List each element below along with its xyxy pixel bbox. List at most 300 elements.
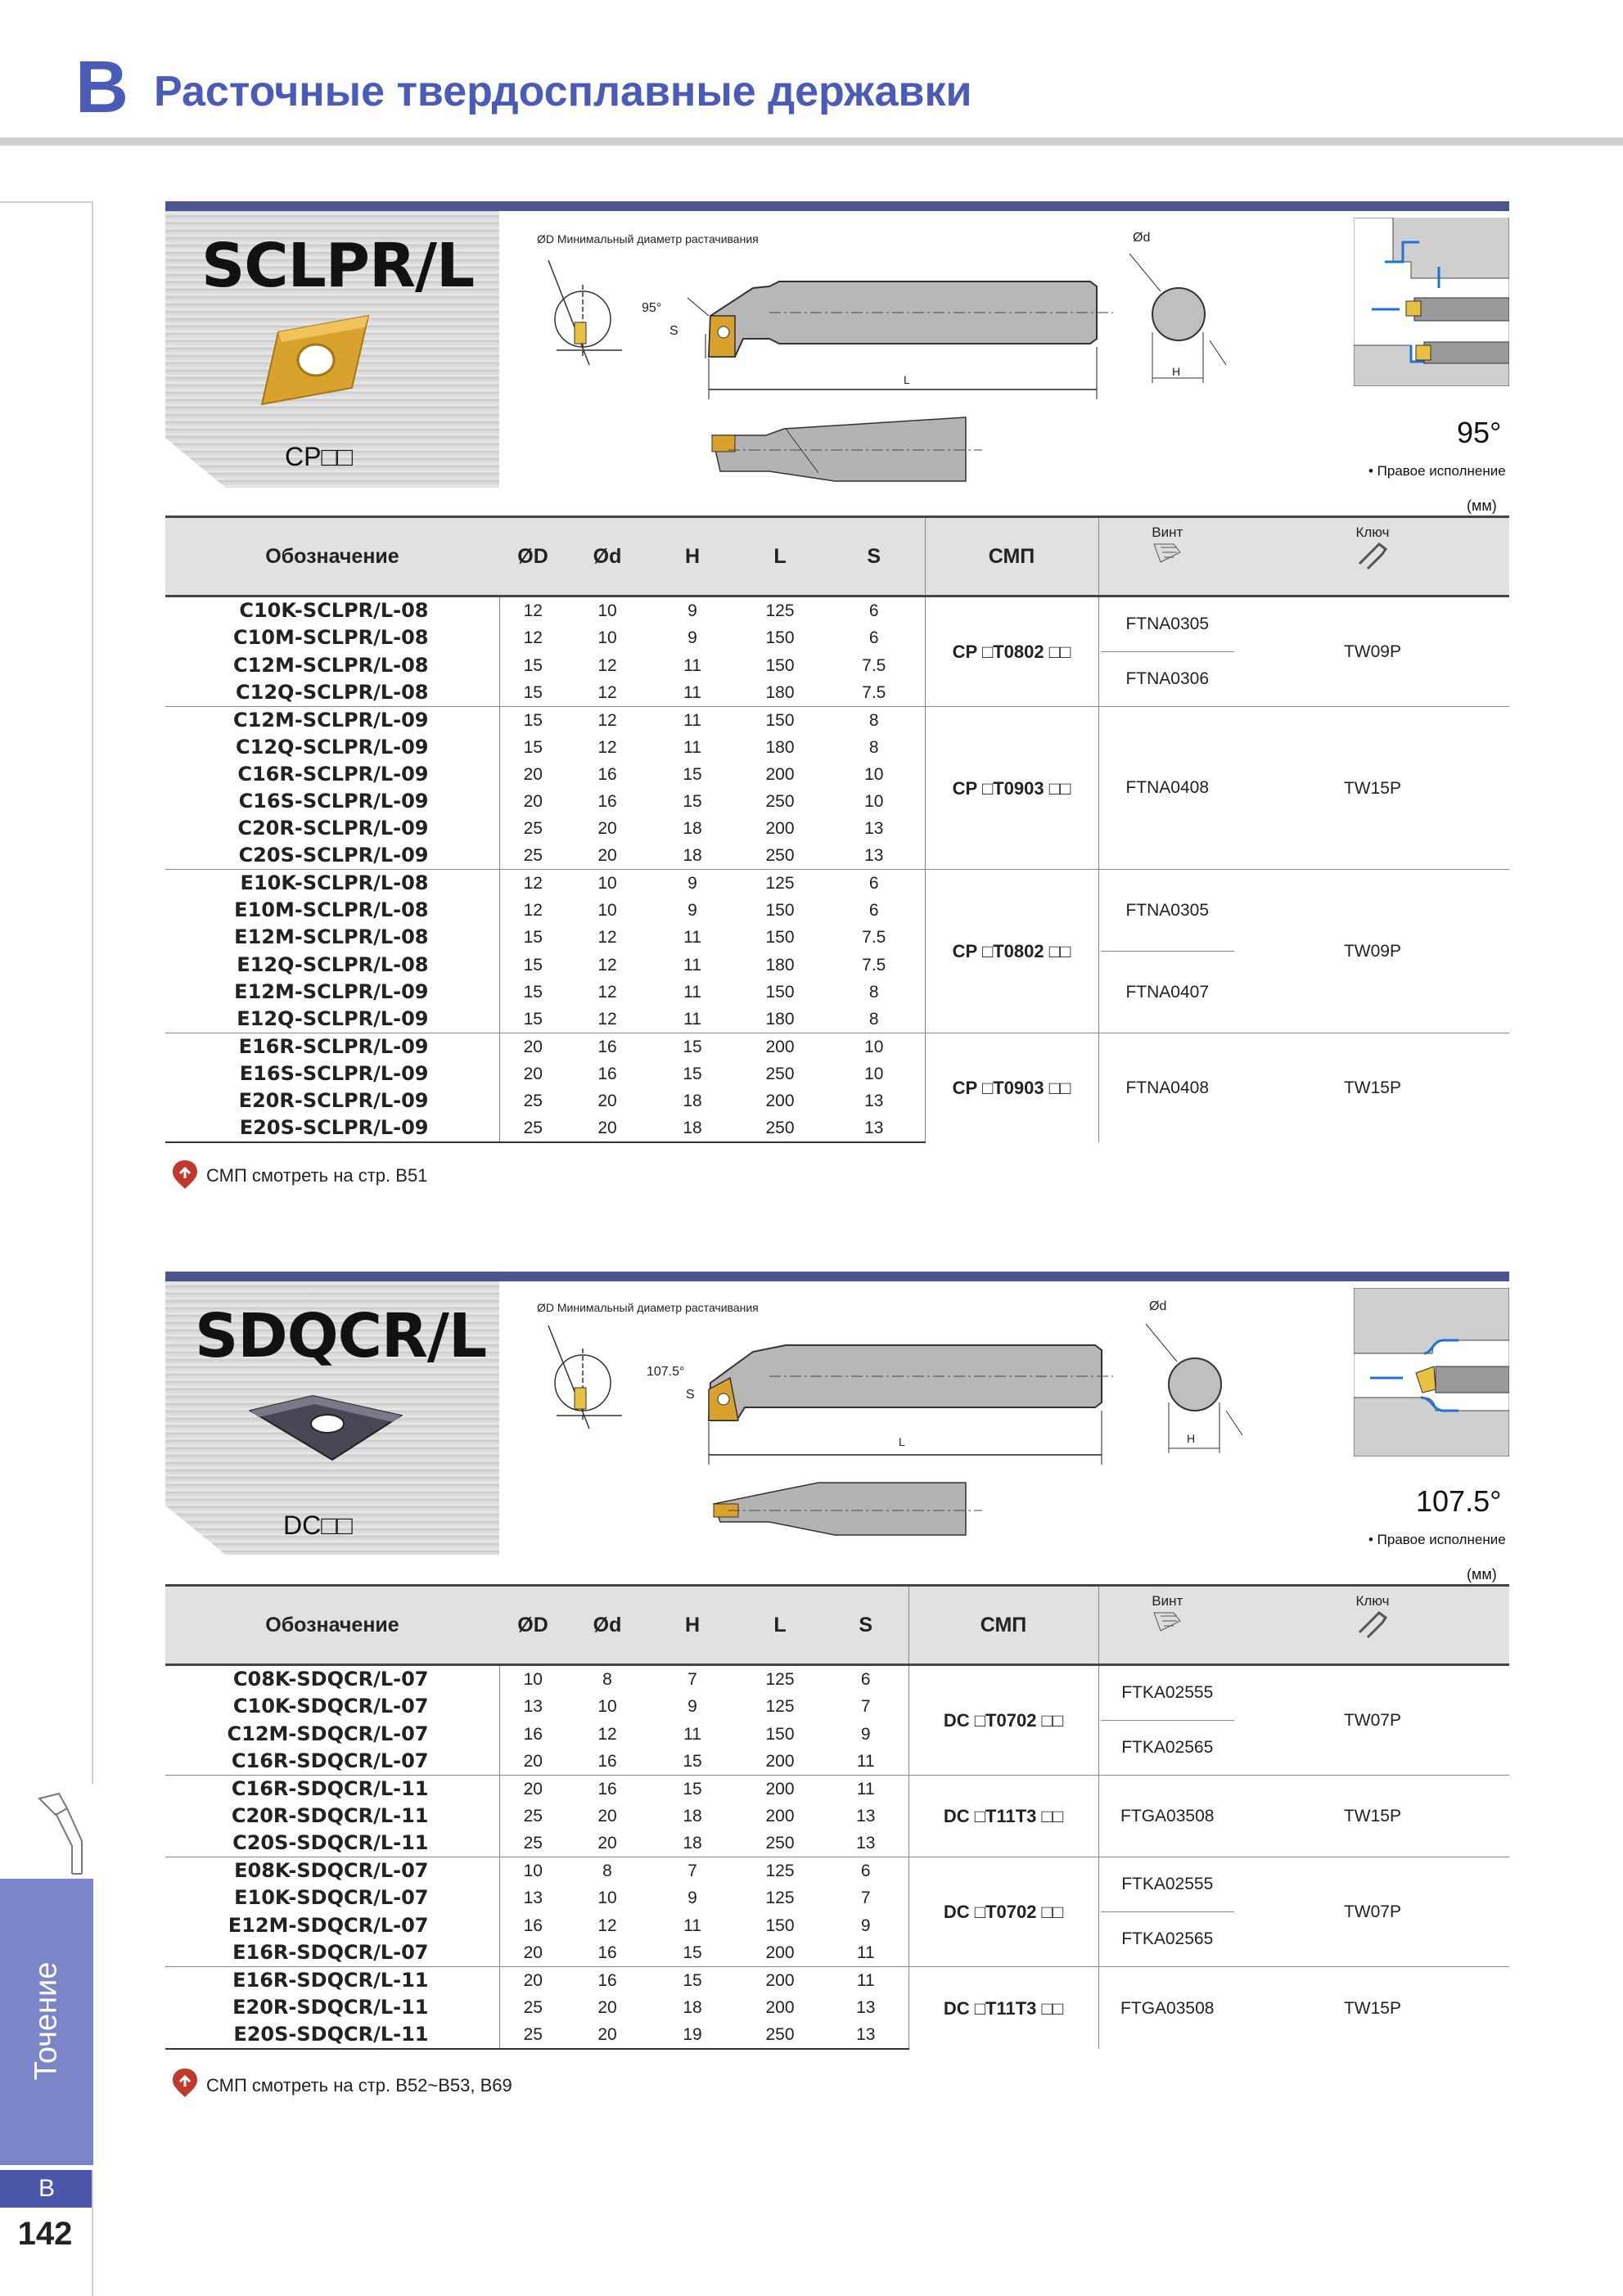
cell-designation: E20R-SCLPR/L-09 bbox=[238, 1089, 429, 1112]
cell-l: 250 bbox=[765, 1834, 795, 1853]
cell-s: 6 bbox=[868, 901, 879, 921]
cell-h: 9 bbox=[648, 870, 737, 898]
cell-designation: E16R-SDQCR/L-07 bbox=[232, 1940, 429, 1964]
unit-label: (мм) bbox=[1467, 497, 1497, 514]
screw-code: FTKA02565 bbox=[1101, 1720, 1235, 1775]
cell-d: 12 bbox=[597, 1724, 617, 1744]
cell-h: 11 bbox=[648, 707, 737, 735]
screw-code: FTNA0408 bbox=[1125, 778, 1210, 797]
cell-screw bbox=[1098, 1776, 1236, 1857]
cell-key: TW09P bbox=[1236, 597, 1509, 707]
cell-designation: C16R-SDQCR/L-07 bbox=[231, 1749, 429, 1772]
cell-od: 15 bbox=[499, 979, 566, 1006]
turning-tool-icon bbox=[31, 1789, 88, 1877]
cell-designation: E10K-SDQCR/L-07 bbox=[234, 1886, 429, 1910]
cell-h: 18 bbox=[683, 846, 702, 865]
cell-d: 10 bbox=[566, 870, 648, 898]
cell-h: 11 bbox=[683, 1916, 701, 1935]
cell-od: 25 bbox=[499, 842, 566, 870]
cell-l: 125 bbox=[765, 1889, 795, 1908]
col-insert: СМП bbox=[925, 517, 1098, 597]
col-key bbox=[1236, 1586, 1509, 1665]
cell-d: 16 bbox=[597, 792, 617, 811]
tool-dimension-diagram bbox=[524, 1298, 1113, 1560]
cell-s: 8 bbox=[868, 738, 879, 757]
cell-key: TW07P bbox=[1236, 1857, 1509, 1967]
section-bar bbox=[165, 1272, 1509, 1281]
machining-illustration bbox=[1354, 218, 1509, 386]
cell-s: 11 bbox=[856, 1943, 875, 1962]
cell-designation: E10M-SCLPR/L-08 bbox=[234, 898, 429, 922]
cell-designation: E12Q-SCLPR/L-09 bbox=[237, 1006, 429, 1030]
cell-designation: C12M-SCLPR/L-08 bbox=[232, 653, 429, 677]
cell-designation: E20S-SCLPR/L-09 bbox=[165, 1114, 499, 1142]
section-bar bbox=[165, 201, 1509, 211]
col-key bbox=[1236, 517, 1509, 597]
tool-dimension-diagram bbox=[524, 227, 1113, 497]
cell-od: 15 bbox=[499, 679, 566, 707]
cell-d: 20 bbox=[597, 846, 617, 865]
screw-icon bbox=[1149, 1609, 1185, 1634]
cell-designation: E08K-SDQCR/L-07 bbox=[165, 1857, 499, 1885]
spec-table bbox=[165, 1584, 1509, 2050]
cell-s: 6 bbox=[823, 1857, 908, 1885]
col-screw-label: Винт bbox=[1152, 1593, 1183, 1609]
side-divider-bottom bbox=[92, 2170, 93, 2296]
cell-od: 15 bbox=[499, 924, 566, 951]
cell-s: 6 bbox=[823, 597, 925, 625]
cell-l: 200 bbox=[737, 1033, 823, 1061]
cell-d: 16 bbox=[566, 1776, 648, 1803]
cell-h: 18 bbox=[683, 1998, 702, 2017]
cell-l: 250 bbox=[737, 2021, 823, 2049]
cell-h: 11 bbox=[683, 928, 701, 948]
cell-key: TW15P bbox=[1236, 1776, 1509, 1857]
screw-code: FTGA03508 bbox=[1120, 1807, 1215, 1826]
cell-h: 15 bbox=[683, 1943, 702, 1962]
cell-d: 12 bbox=[597, 982, 617, 1002]
dim-h-label: H bbox=[1187, 1432, 1196, 1445]
page-reference-note: СМП смотреть на стр. B51 bbox=[206, 1165, 428, 1186]
side-divider-top bbox=[0, 201, 93, 203]
col-d: Ød bbox=[566, 517, 648, 597]
header-divider bbox=[0, 137, 1623, 146]
col-screw bbox=[1098, 517, 1236, 597]
cell-od: 20 bbox=[499, 1060, 566, 1087]
cell-s: 13 bbox=[823, 2021, 908, 2049]
cell-od: 13 bbox=[499, 1884, 566, 1911]
cell-l: 125 bbox=[737, 597, 823, 625]
cell-designation: C16S-SCLPR/L-09 bbox=[238, 790, 429, 813]
cell-h: 9 bbox=[688, 1697, 697, 1717]
cell-d: 10 bbox=[597, 1889, 617, 1908]
cell-key: TW15P bbox=[1236, 1033, 1509, 1143]
cell-d: 12 bbox=[597, 1916, 617, 1935]
cell-insert: CP □T0802 □□ bbox=[925, 597, 1098, 707]
cell-d: 16 bbox=[597, 765, 617, 784]
table-row bbox=[165, 1033, 1509, 1061]
cell-s: 7.5 bbox=[862, 928, 886, 948]
cell-d: 12 bbox=[597, 655, 617, 675]
cell-h: 15 bbox=[648, 1033, 737, 1061]
cell-d: 12 bbox=[597, 1009, 617, 1029]
chapter-letter: B bbox=[75, 47, 128, 128]
cell-h: 11 bbox=[683, 955, 701, 975]
cell-od: 15 bbox=[499, 951, 566, 978]
cell-h: 9 bbox=[648, 597, 737, 625]
key-icon bbox=[1355, 1609, 1391, 1639]
cell-designation: C16R-SCLPR/L-09 bbox=[237, 763, 429, 786]
cell-s: 13 bbox=[864, 1092, 884, 1110]
cell-l: 200 bbox=[765, 765, 795, 784]
cell-designation: C10M-SCLPR/L-08 bbox=[232, 626, 429, 650]
section-tab-letter: B bbox=[0, 2170, 93, 2208]
cell-key: TW15P bbox=[1236, 707, 1509, 870]
cell-od: 12 bbox=[499, 597, 566, 625]
cell-d: 20 bbox=[597, 819, 617, 838]
cell-od: 20 bbox=[499, 788, 566, 815]
cell-l: 125 bbox=[737, 1857, 823, 1885]
cell-l: 250 bbox=[765, 1065, 795, 1083]
cell-h: 18 bbox=[648, 1114, 737, 1142]
cell-designation: E20R-SDQCR/L-11 bbox=[232, 1996, 429, 2019]
cell-d: 20 bbox=[597, 1807, 617, 1826]
cell-screw bbox=[1098, 707, 1236, 870]
hand-note: • Правое исполнение bbox=[1368, 463, 1506, 479]
cell-h: 18 bbox=[683, 1807, 702, 1826]
cell-h: 7 bbox=[648, 1857, 737, 1885]
col-od: ØD bbox=[499, 517, 566, 597]
screw-code: FTNA0305 bbox=[1125, 615, 1210, 633]
page-reference-note: СМП смотреть на стр. B52~B53, B69 bbox=[206, 2075, 512, 2096]
table-row bbox=[165, 597, 1509, 625]
insert-cp-image bbox=[246, 309, 385, 411]
cell-l: 200 bbox=[737, 1967, 823, 1995]
cell-insert: CP □T0903 □□ bbox=[925, 1033, 1098, 1143]
dim-s-label: S bbox=[686, 1388, 695, 1402]
cell-d: 20 bbox=[566, 2021, 648, 2049]
unit-label: (мм) bbox=[1467, 1566, 1497, 1582]
cell-designation: C12Q-SCLPR/L-09 bbox=[236, 736, 429, 759]
cell-designation: C16R-SDQCR/L-11 bbox=[165, 1776, 499, 1803]
dim-h-label: H bbox=[1172, 365, 1181, 378]
cell-insert: DC □T11T3 □□ bbox=[908, 1776, 1098, 1857]
side-divider bbox=[92, 201, 93, 1784]
cell-designation: E16R-SCLPR/L-09 bbox=[165, 1033, 499, 1061]
cell-d: 16 bbox=[597, 1065, 617, 1083]
cell-s: 6 bbox=[868, 628, 879, 648]
cell-d: 16 bbox=[597, 1943, 617, 1962]
cell-designation: E16R-SDQCR/L-11 bbox=[165, 1967, 499, 1995]
cell-h: 11 bbox=[683, 982, 701, 1002]
cell-l: 150 bbox=[765, 901, 795, 921]
cell-l: 150 bbox=[765, 928, 795, 948]
cell-d: 20 bbox=[597, 1834, 617, 1853]
col-key-label: Ключ bbox=[1355, 524, 1390, 540]
cell-insert: DC □T0702 □□ bbox=[908, 1857, 1098, 1967]
cell-s: 8 bbox=[868, 982, 879, 1002]
cell-s: 7.5 bbox=[862, 655, 886, 675]
cell-od: 13 bbox=[499, 1693, 566, 1720]
screw-code: FTNA0408 bbox=[1125, 1078, 1210, 1097]
cell-od: 16 bbox=[499, 1720, 566, 1747]
cell-designation: E12M-SCLPR/L-08 bbox=[234, 925, 429, 949]
cell-l: 180 bbox=[765, 738, 795, 757]
cell-h: 15 bbox=[683, 1065, 702, 1083]
screw-code: FTNA0306 bbox=[1101, 651, 1235, 706]
cell-l: 125 bbox=[737, 1665, 823, 1694]
insert-type-label: DC□□ bbox=[283, 1510, 353, 1540]
cell-h: 15 bbox=[683, 765, 702, 784]
cell-od: 20 bbox=[499, 1776, 566, 1803]
cell-s: 11 bbox=[823, 1776, 908, 1803]
col-designation: Обозначение bbox=[165, 1586, 499, 1665]
cell-l: 200 bbox=[765, 1943, 795, 1962]
cell-screw bbox=[1098, 1033, 1236, 1143]
cell-designation: C20S-SCLPR/L-09 bbox=[238, 844, 429, 867]
page-reference-icon bbox=[172, 2067, 198, 2098]
screw-code: FTKA02555 bbox=[1121, 1875, 1214, 1893]
col-od: ØD bbox=[499, 1586, 566, 1665]
cell-od: 25 bbox=[499, 1087, 566, 1114]
dim-l-label: L bbox=[904, 373, 910, 386]
cell-designation: C20R-SDQCR/L-11 bbox=[231, 1804, 429, 1827]
cell-s: 8 bbox=[868, 1009, 879, 1029]
dim-l-label: L bbox=[899, 1435, 905, 1448]
cell-d: 16 bbox=[566, 1967, 648, 1995]
cell-d: 12 bbox=[597, 738, 617, 757]
cell-s: 7.5 bbox=[862, 955, 886, 975]
cell-od: 12 bbox=[499, 624, 566, 651]
col-screw bbox=[1098, 1586, 1236, 1665]
cell-h: 9 bbox=[688, 628, 697, 648]
cell-insert: CP □T0802 □□ bbox=[925, 870, 1098, 1033]
screw-code: FTGA03508 bbox=[1120, 1998, 1215, 2018]
cell-od: 25 bbox=[499, 1803, 566, 1830]
page-reference-icon bbox=[172, 1159, 198, 1190]
screw-code: FTKA02565 bbox=[1101, 1911, 1235, 1966]
cell-designation: E16S-SCLPR/L-09 bbox=[239, 1062, 429, 1085]
cell-designation: E10K-SCLPR/L-08 bbox=[165, 870, 499, 898]
insert-type-label: CP□□ bbox=[285, 442, 354, 471]
cell-l: 150 bbox=[765, 1916, 795, 1935]
cell-key: TW15P bbox=[1236, 1967, 1509, 2050]
cell-l: 250 bbox=[765, 846, 795, 865]
cell-s: 10 bbox=[864, 792, 884, 811]
cell-designation: C12Q-SCLPR/L-08 bbox=[236, 680, 429, 704]
cell-h: 15 bbox=[683, 792, 702, 811]
section-title: SCLPR/L bbox=[201, 231, 475, 301]
table-row bbox=[165, 707, 1509, 735]
cell-designation: C20R-SCLPR/L-09 bbox=[237, 817, 429, 840]
cell-l: 180 bbox=[765, 682, 795, 702]
col-s: S bbox=[823, 517, 925, 597]
cell-s: 10 bbox=[823, 1033, 925, 1061]
cell-od: 15 bbox=[499, 734, 566, 761]
section-title: SDQCR/L bbox=[195, 1301, 487, 1371]
cell-l: 150 bbox=[765, 982, 795, 1002]
cell-od: 15 bbox=[499, 1006, 566, 1033]
cell-l: 125 bbox=[765, 1697, 795, 1717]
cell-s: 10 bbox=[864, 1065, 884, 1083]
cell-designation: C12M-SDQCR/L-07 bbox=[227, 1722, 429, 1745]
section-tab-label: Точение bbox=[29, 1961, 64, 2081]
hand-note: • Правое исполнение bbox=[1368, 1532, 1506, 1547]
cell-s: 13 bbox=[856, 1807, 876, 1826]
cell-l: 180 bbox=[765, 955, 795, 975]
screw-code: FTNA0305 bbox=[1125, 901, 1210, 920]
diagram-caption: ØD Минимальный диаметр растачивания bbox=[537, 232, 759, 245]
cell-h: 9 bbox=[688, 901, 697, 921]
cell-designation: C10K-SDQCR/L-07 bbox=[232, 1695, 429, 1718]
col-s: S bbox=[823, 1586, 908, 1665]
key-icon bbox=[1355, 541, 1391, 570]
cell-od: 16 bbox=[499, 1911, 566, 1938]
cell-l: 200 bbox=[765, 1751, 795, 1771]
cell-s: 13 bbox=[864, 846, 884, 865]
cell-s: 11 bbox=[823, 1967, 908, 1995]
col-h: H bbox=[648, 517, 737, 597]
cell-h: 18 bbox=[683, 1834, 702, 1853]
cell-h: 11 bbox=[683, 655, 701, 675]
cell-h: 11 bbox=[683, 1724, 701, 1744]
cell-od: 12 bbox=[499, 870, 566, 898]
cell-d: 8 bbox=[566, 1665, 648, 1694]
cell-d: 10 bbox=[597, 1697, 617, 1717]
cell-od: 15 bbox=[499, 651, 566, 678]
cell-s: 10 bbox=[864, 765, 884, 784]
table-row bbox=[165, 870, 1509, 898]
cell-h: 18 bbox=[683, 1092, 702, 1110]
insert-dc-image bbox=[242, 1391, 406, 1465]
col-d: Ød bbox=[566, 1586, 648, 1665]
cell-l: 125 bbox=[737, 870, 823, 898]
table-row bbox=[165, 1776, 1509, 1803]
cell-designation: E20S-SDQCR/L-11 bbox=[165, 2021, 499, 2049]
cell-insert: DC □T0702 □□ bbox=[908, 1665, 1098, 1776]
cell-designation: C08K-SDQCR/L-07 bbox=[165, 1665, 499, 1694]
cell-d: 12 bbox=[597, 928, 617, 948]
cell-l: 200 bbox=[765, 1092, 795, 1110]
cell-od: 20 bbox=[499, 1939, 566, 1967]
cell-d: 12 bbox=[597, 682, 617, 702]
cell-s: 13 bbox=[856, 1834, 876, 1853]
cell-l: 200 bbox=[765, 819, 795, 838]
cell-h: 11 bbox=[683, 1009, 701, 1029]
spec-table bbox=[165, 515, 1509, 1143]
cell-h: 15 bbox=[648, 1776, 737, 1803]
col-screw-label: Винт bbox=[1152, 524, 1183, 540]
approach-angle: 107.5° bbox=[1416, 1484, 1502, 1518]
cell-s: 7.5 bbox=[862, 682, 886, 702]
cell-d: 16 bbox=[566, 1033, 648, 1061]
cell-designation: C10K-SCLPR/L-08 bbox=[165, 597, 499, 625]
cell-designation: E12M-SCLPR/L-09 bbox=[234, 979, 429, 1003]
cell-l: 250 bbox=[765, 792, 795, 811]
cell-od: 20 bbox=[499, 1748, 566, 1776]
table-row bbox=[165, 1967, 1509, 1995]
cell-d: 10 bbox=[566, 597, 648, 625]
cell-screw bbox=[1098, 1967, 1236, 2050]
cell-designation: E12M-SDQCR/L-07 bbox=[228, 1913, 429, 1937]
col-h: H bbox=[648, 1586, 737, 1665]
cell-d: 10 bbox=[597, 901, 617, 921]
table-row bbox=[165, 1857, 1509, 1885]
dim-s-label: S bbox=[669, 324, 679, 338]
cell-l: 200 bbox=[765, 1807, 795, 1826]
cell-d: 8 bbox=[566, 1857, 648, 1885]
cell-d: 20 bbox=[597, 1092, 617, 1110]
cell-s: 7 bbox=[860, 1889, 871, 1908]
cell-h: 9 bbox=[688, 1889, 697, 1908]
diagram-caption: ØD Минимальный диаметр растачивания bbox=[537, 1301, 759, 1314]
cell-od: 25 bbox=[499, 1994, 566, 2021]
cell-key: TW07P bbox=[1236, 1665, 1509, 1776]
cell-designation: E12Q-SCLPR/L-08 bbox=[237, 952, 429, 976]
cell-screw bbox=[1098, 1665, 1236, 1776]
cell-s: 13 bbox=[856, 1998, 876, 2017]
page-number: 142 bbox=[17, 2216, 73, 2252]
cell-d: 16 bbox=[597, 1751, 617, 1771]
cell-designation: C12M-SCLPR/L-09 bbox=[165, 707, 499, 735]
cell-d: 12 bbox=[566, 707, 648, 735]
cell-od: 25 bbox=[499, 2021, 566, 2049]
cell-s: 8 bbox=[823, 707, 925, 735]
cell-od: 20 bbox=[499, 1033, 566, 1061]
dim-d-label: Ød bbox=[1133, 231, 1151, 245]
approach-angle: 95° bbox=[1457, 416, 1502, 449]
cell-l: 200 bbox=[765, 1998, 795, 2017]
cell-s: 9 bbox=[860, 1916, 871, 1935]
cell-h: 11 bbox=[683, 682, 701, 702]
cell-od: 20 bbox=[499, 761, 566, 788]
cell-l: 200 bbox=[737, 1776, 823, 1803]
angle-label: 107.5° bbox=[647, 1365, 685, 1379]
cell-s: 9 bbox=[860, 1724, 871, 1744]
cell-h: 18 bbox=[683, 819, 702, 838]
cell-od: 10 bbox=[499, 1857, 566, 1885]
cell-h: 19 bbox=[648, 2021, 737, 2049]
screw-icon bbox=[1149, 541, 1185, 565]
cell-d: 20 bbox=[597, 1998, 617, 2017]
machining-illustration bbox=[1354, 1288, 1509, 1456]
cell-l: 250 bbox=[737, 1114, 823, 1142]
cell-s: 13 bbox=[864, 819, 884, 838]
cell-l: 150 bbox=[765, 655, 795, 675]
page-title: Расточные твердосплавные державки bbox=[154, 68, 972, 115]
cell-s: 7 bbox=[860, 1697, 871, 1717]
cell-l: 150 bbox=[765, 1724, 795, 1744]
screw-code: FTNA0407 bbox=[1101, 951, 1235, 1033]
cell-od: 15 bbox=[499, 707, 566, 735]
dim-d-label: Ød bbox=[1149, 1299, 1167, 1313]
table-row bbox=[165, 1665, 1509, 1694]
cell-od: 25 bbox=[499, 1114, 566, 1142]
cell-screw bbox=[1098, 597, 1236, 707]
col-insert: СМП bbox=[908, 1586, 1098, 1665]
cell-insert: CP □T0903 □□ bbox=[925, 707, 1098, 870]
cell-d: 20 bbox=[566, 1114, 648, 1142]
cell-key: TW09P bbox=[1236, 870, 1509, 1033]
cell-l: 180 bbox=[765, 1009, 795, 1029]
cell-insert: DC □T11T3 □□ bbox=[908, 1967, 1098, 2050]
cell-od: 25 bbox=[499, 1830, 566, 1857]
cell-s: 11 bbox=[856, 1751, 875, 1771]
cell-h: 11 bbox=[683, 738, 701, 757]
col-l: L bbox=[737, 517, 823, 597]
cell-designation: C20S-SDQCR/L-11 bbox=[232, 1831, 429, 1854]
cell-screw bbox=[1098, 1857, 1236, 1967]
